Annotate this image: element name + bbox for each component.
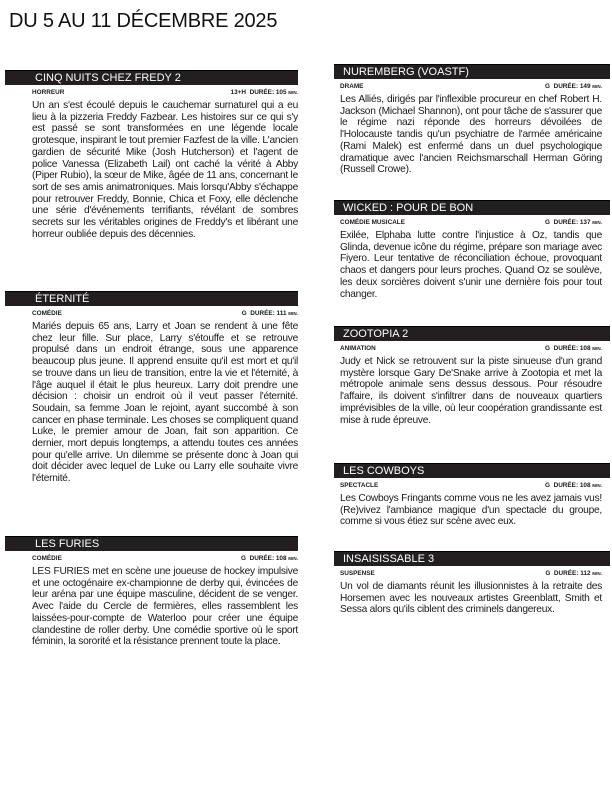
film-rating-duration (545, 345, 602, 353)
film-duration: DURÉE: 108 MIN. (249, 555, 298, 562)
film-meta (340, 83, 602, 91)
film-genre: COMÉDIE MUSICALE (340, 219, 405, 226)
page-title: DU 5 AU 11 DÉCEMBRE 2025 (9, 10, 278, 32)
film-synopsis: Mariés depuis 65 ans, Larry et Joan se rendent à une fête chez leur fille. Sur place, Larry s'étouffe et se retrouve propulsé dans un endroit étrange, sous une apparence beaucoup plus jeune. Il apprend ensuite qu'il est mort et qu'il se trouve dans un lieu de transition, entre la vie et l'éternité, à l'âge auquel il était le plus heureux. Larry doit prendre une décision : choisir un endroit où il veut passer l'éternité. Soudain, sa femme Joan le rejoint, ayant succombé à son cancer en phase terminale. Les choses se compliquent quand Luke, le premier amour de Joan, fait son apparition. Ce dernier, mort depuis longtemps, a attendu toutes ces années pour qu'elle arrive. Un dilemme se présente donc à Joan qui doit décider avec lequel de Luke ou Larry elle souhaite vivre l'éternité. (32, 321, 298, 485)
film-title: CINQ NUITS CHEZ FREDY 2 (5, 70, 298, 85)
film-meta (32, 89, 298, 97)
film-title: NUREMBERG (VOASTF) (334, 64, 610, 79)
film-meta (340, 219, 602, 227)
film-rating: G (241, 555, 247, 562)
film-rating: G (545, 345, 551, 352)
film-synopsis: Judy et Nick se retrouvent sur la piste sinueuse d'un grand mystère lorsque Gary De'Snake arrive à Zootopia et met la métropole animale sens dessus dessous. Pour résoudre l'affaire, ils doivent s'infiltrer dans de nouveaux quartiers imprévisibles de la ville, où leur coopération grandissante est mise à rude épreuve. (340, 356, 602, 426)
film-synopsis: Un an s'est écoulé depuis le cauchemar surnaturel qui a eu lieu à la pizzeria Freddy Fazbear. Les histoires sur ce qui s'y est passé se sont transformées en une légende locale grotesque, inspirant le tout premier Fazfest de la ville. L'ancien gardien de sécurité Mike (Josh Hutcherson) et l'agent de police Vanessa (Elizabeth Lail) ont caché la vérité à Abby (Piper Rubio), la sœur de Mike, âgée de 11 ans, concernant le sort de ses amis animatroniques. Mais lorsqu'Abby s'échappe pour retrouver Freddy, Bonnie, Chica et Foxy, elle déclenche une série d'événements terrifiants, révélant de sombres secrets sur les véritables origines de Freddy's et libérant une horreur oubliée depuis des décennies. (32, 100, 298, 240)
film-title: INSAISISSABLE 3 (334, 551, 610, 566)
film-duration: DURÉE: 108 MIN. (553, 345, 602, 352)
film-genre: ANIMATION (340, 345, 376, 352)
film-listing (32, 70, 298, 240)
film-rating: G (545, 83, 551, 90)
film-meta (340, 570, 602, 578)
film-synopsis: LES FURIES met en scène une joueuse de hockey impulsive et une octogénaire ex-championne de derby qui, évincées de leur aréna par une équipe masculine, décident de se venger. Avec l'aide du Cercle de fermières, elles rassemblent les laissées-pour-compte de Waterloo pour créer une équipe clandestine de roller derby. Une comédie sportive où le sport féminin, la sororité et la résistance prennent toute la place. (32, 566, 298, 648)
film-genre: SPECTACLE (340, 482, 379, 489)
film-rating: G (545, 482, 551, 489)
film-title: LES COWBOYS (334, 463, 610, 478)
film-rating: G (545, 219, 551, 226)
film-rating: G (241, 310, 247, 317)
film-listing (340, 326, 602, 426)
film-rating-duration (545, 83, 602, 91)
film-listing (340, 551, 602, 616)
film-listing (340, 200, 602, 300)
film-meta (32, 310, 298, 318)
film-synopsis: Exilée, Elphaba lutte contre l'injustice à Oz, tandis que Glinda, devenue icône du régime, prépare son mariage avec Fiyero. Leur tentative de réconciliation échoue, provoquant chaos et dangers pour leurs proches. Quand Oz se soulève, les deux sorcières doivent s'unir une dernière fois pour tout changer. (340, 230, 602, 300)
film-title: ÉTERNITÉ (5, 291, 298, 306)
film-rating-duration (231, 89, 298, 97)
film-duration: DURÉE: 111 MIN. (250, 310, 298, 317)
film-meta (32, 555, 298, 563)
film-title: ZOOTOPIA 2 (334, 326, 610, 341)
film-genre: COMÉDIE (32, 310, 62, 317)
film-meta (340, 482, 602, 490)
film-genre: DRAME (340, 83, 364, 90)
film-rating: G (545, 570, 551, 577)
film-genre: COMÉDIE (32, 555, 62, 562)
film-synopsis: Les Cowboys Fringants comme vous ne les avez jamais vus! (Re)vivez l'ambiance magique d'un spectacle du groupe, comme si vous étiez sur scène avec eux. (340, 493, 602, 528)
film-genre: SUSPENSE (340, 570, 375, 577)
film-duration: DURÉE: 149 MIN. (553, 83, 602, 90)
film-genre: HORREUR (32, 89, 65, 96)
film-listing (32, 291, 298, 485)
film-duration: DURÉE: 105 MIN. (249, 89, 298, 96)
film-rating-duration (545, 219, 602, 227)
film-rating-duration (545, 482, 602, 490)
film-rating-duration (242, 310, 298, 318)
film-listing (340, 64, 602, 176)
film-synopsis: Un vol de diamants réunit les illusionnistes à la retraite des Horsemen avec les nouveaux artistes Greenblatt, Smith et Sessa alors qu'ils ciblent des criminels dangereux. (340, 581, 602, 616)
film-rating: 13+H (230, 89, 247, 96)
film-listing (32, 536, 298, 648)
film-title: LES FURIES (5, 536, 298, 551)
film-duration: DURÉE: 108 MIN. (553, 482, 602, 489)
film-rating-duration (241, 555, 298, 563)
film-duration: DURÉE: 137 MIN. (553, 219, 602, 226)
film-rating-duration (545, 570, 602, 578)
film-synopsis: Les Alliés, dirigés par l'inflexible procureur en chef Robert H. Jackson (Michael Shannon), ont pour tâche de s'assurer que le régime nazi réponde des horreurs dévoilées de l'Holocauste tandis qu'un psychiatre de l'armée américaine (Rami Malek) est enfermé dans un duel psychologique dramatique avec l'ancien Reichsmarschall Herman Göring (Russell Crowe). (340, 94, 602, 176)
film-title: WICKED : POUR DE BON (334, 200, 610, 215)
film-meta (340, 345, 602, 353)
film-duration: DURÉE: 112 MIN. (553, 570, 602, 577)
film-listing (340, 463, 602, 528)
